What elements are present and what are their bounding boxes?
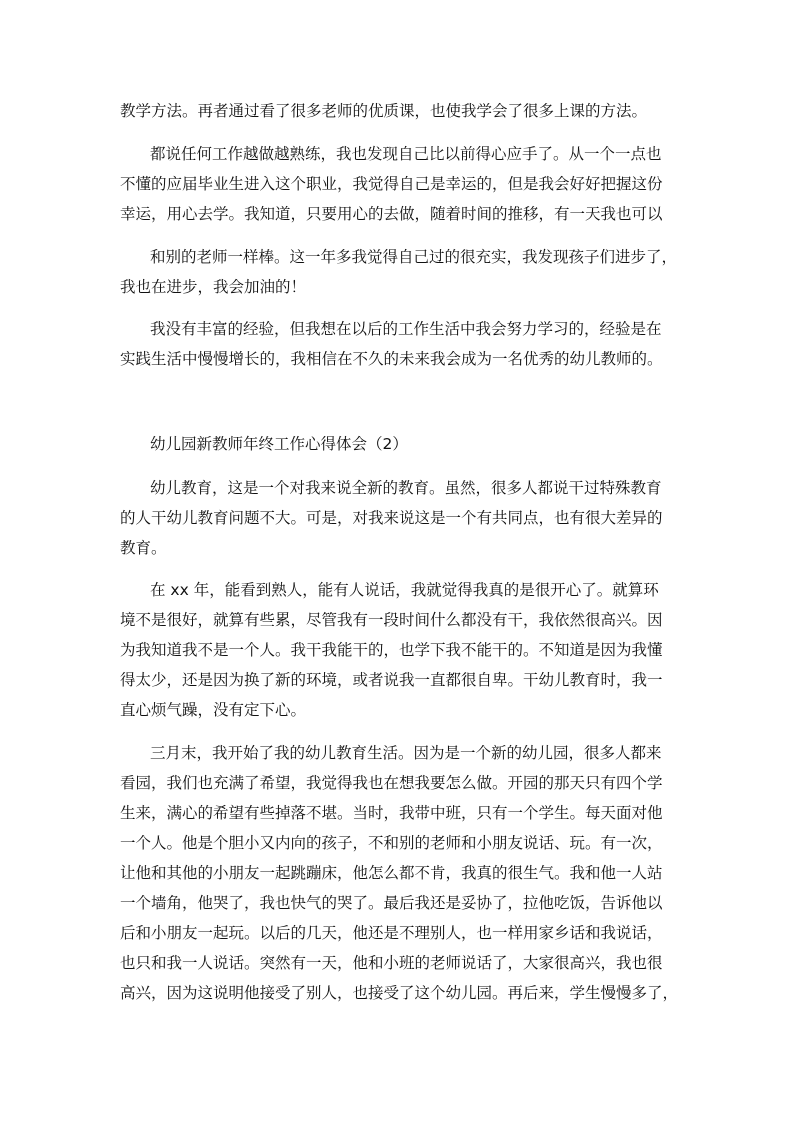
text-line: 为我知道我不是一个人。我干我能干的，也学下我不能干的。不知道是因为我懂 (120, 641, 663, 659)
paragraph-start-line: 在 xx 年，能看到熟人，能有人说话，我就觉得我真的是很开心了。就算环 (150, 581, 659, 599)
text-line: 幸运，用心去学。我知道，只要用心的去做，随着时间的推移，有一天我也可以 (120, 205, 663, 223)
text-line: 直心烦气躁，没有定下心。 (120, 701, 307, 719)
paragraph-start-line: 幼儿教育，这是一个对我来说全新的教育。虽然，很多人都说干过特殊教育 (150, 479, 662, 497)
text-line: 高兴，因为这说明他接受了别人，也接受了这个幼儿园。再后来，学生慢慢多了， (120, 984, 679, 1002)
text-line: 得太少，还是因为换了新的环境，或者说我一直都很自卑。干幼儿教育时，我一 (120, 671, 663, 689)
text-line: 教学方法。再者通过看了很多老师的优质课，也使我学会了很多上课的方法。 (120, 102, 648, 120)
text-line: 一个人。他是个胆小又内向的孩子，不和别的老师和小朋友说话、玩。有一次， (120, 834, 663, 852)
text-line: 生来，满心的希望有些掉落不堪。当时，我带中班，只有一个学生。每天面对他 (120, 804, 663, 822)
text-line: 不懂的应届毕业生进入这个职业，我觉得自己是幸运的，但是我会好好把握这份 (120, 175, 663, 193)
paragraph-start-line: 和别的老师一样棒。这一年多我觉得自己过的很充实，我发现孩子们进步了， (150, 248, 678, 266)
text-line: 实践生活中慢慢增长的，我相信在不久的未来我会成为一名优秀的幼儿教师的。 (120, 350, 663, 368)
paragraph-start-line: 我没有丰富的经验，但我想在以后的工作生活中我会努力学习的，经验是在 (150, 320, 662, 338)
text-line: 后和小朋友一起玩。以后的几天，他还是不理别人，也一样用家乡话和我说话， (120, 924, 663, 942)
text-line: 教育。 (120, 539, 167, 557)
text-line: 一个墙角，他哭了，我也快气的哭了。最后我还是妥协了，拉他吃饭，告诉他以 (120, 894, 663, 912)
paragraph-start-line: 都说任何工作越做越熟练，我也发现自己比以前得心应手了。从一个一点也 (150, 145, 662, 163)
text-line: 让他和其他的小朋友一起跳蹦床，他怎么都不肯，我真的很生气。我和他一人站 (120, 864, 663, 882)
text-line: 境不是很好，就算有些累，尽管我有一段时间什么都没有干，我依然很高兴。因 (120, 611, 663, 629)
text-line: 我也在进步，我会加油的！ (120, 278, 307, 296)
text-line: 的人干幼儿教育问题不大。可是，对我来说这是一个有共同点，也有很大差异的 (120, 509, 663, 527)
paragraph-start-line: 三月末，我开始了我的幼儿教育生活。因为是一个新的幼儿园，很多人都来 (150, 744, 662, 762)
text-line: 看园，我们也充满了希望，我觉得我也在想我要怎么做。开园的那天只有四个学 (120, 774, 663, 792)
section-heading: 幼儿园新教师年终工作心得体会（2） (150, 435, 408, 453)
text-line: 也只和我一人说话。突然有一天，他和小班的老师说话了，大家很高兴，我也很 (120, 954, 663, 972)
